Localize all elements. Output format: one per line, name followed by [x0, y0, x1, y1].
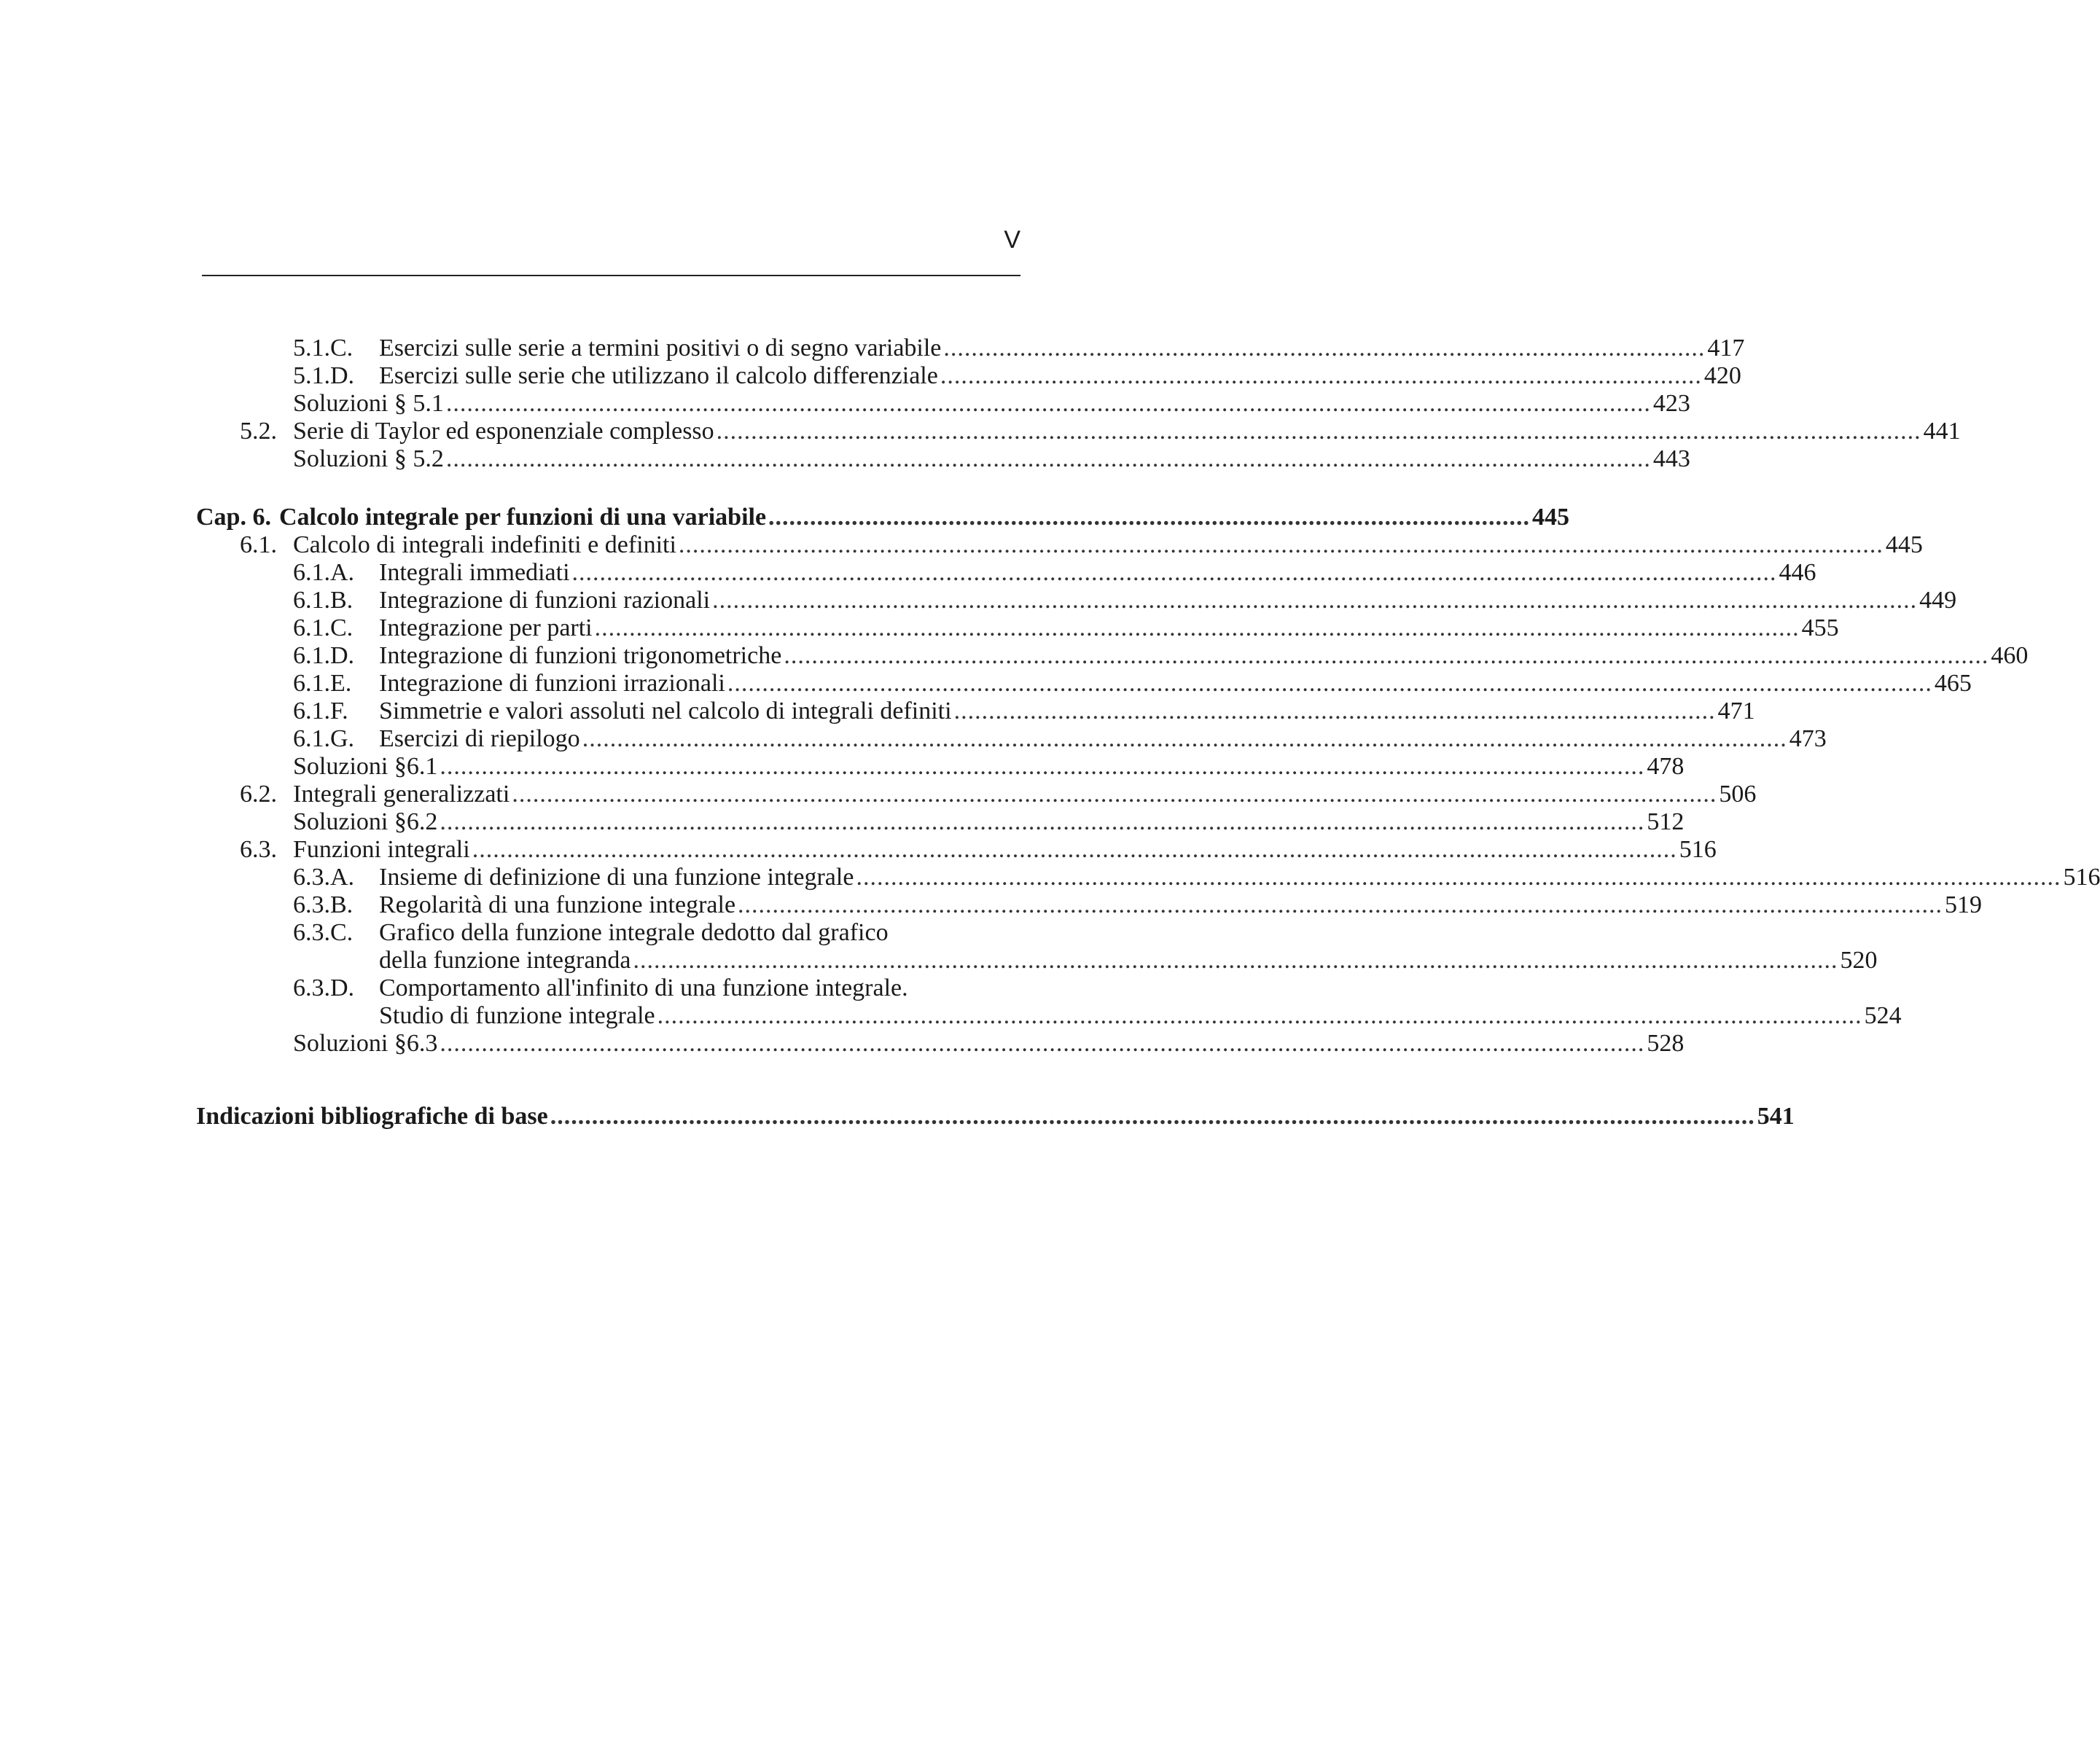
toc-entry: [293, 362, 1741, 391]
toc-entry-title: Integrali generalizzati: [293, 781, 510, 808]
toc-entry-page: 441: [1923, 418, 1961, 445]
toc-leader-dots: ..............................................................................................................................................................................: [445, 390, 1651, 417]
toc-leader-dots: ..............................................................................................................: [943, 335, 1706, 362]
toc-entry-title: Soluzioni §6.3: [293, 1030, 438, 1057]
toc-entry: [293, 724, 1827, 754]
toc-entry: [293, 1029, 1685, 1058]
toc-entry-page: 460: [1991, 642, 2029, 669]
toc-entry-title: Studio di funzione integrale: [379, 1002, 655, 1029]
toc-chapter-page: 445: [1532, 504, 1570, 531]
toc-entry-number: 6.3.B.: [293, 891, 354, 918]
toc-entry-page: 524: [1864, 1002, 1902, 1029]
page-number: V: [1004, 226, 1020, 254]
toc-entry: [293, 863, 2100, 892]
toc-entry-title: Indicazioni bibliografiche di base: [196, 1103, 548, 1130]
toc-entry-page: 512: [1647, 808, 1685, 835]
toc-leader-dots: ..............................................................................................................................................................................: [550, 1103, 1755, 1130]
toc-entry-number: 6.1.E.: [293, 670, 352, 697]
toc-leader-dots: ..............................................................................................................................................................................: [716, 418, 1921, 445]
toc-entry: [293, 389, 1690, 418]
toc-leader-dots: ..............................................................................................................................................................................: [856, 864, 2061, 891]
toc-entry-number: 6.1.A.: [293, 559, 355, 586]
toc-entry-number: 5.1.D.: [293, 362, 355, 389]
toc-entry-title: Integrazione di funzioni irrazionali: [379, 670, 725, 697]
toc-entry-number: 5.1.C.: [293, 335, 354, 362]
toc-bibliography-entry: [196, 1102, 1795, 1131]
toc-leader-dots: ..............................................................................................................................................................................: [784, 642, 1989, 669]
toc-chapter-number: Cap. 6.: [196, 504, 271, 531]
toc-entry-title: Integrazione di funzioni razionali: [379, 587, 711, 614]
toc-entry-title: Soluzioni §6.1: [293, 753, 438, 780]
toc-entry: [293, 697, 1755, 726]
toc-leader-dots: ..............................................................................................................................................................................: [727, 670, 1932, 697]
toc-entry-number: 6.1.D.: [293, 642, 355, 669]
toc-entry-title: Serie di Taylor ed esponenziale complesso: [293, 418, 714, 445]
toc-entry-title: Comportamento all'infinito di una funzione integrale.: [379, 974, 908, 1001]
toc-leader-dots: ..............................................................................................................................................................................: [512, 781, 1717, 808]
toc-leader-dots: ..............................................................................................................: [953, 698, 1716, 724]
toc-entry-page: 520: [1840, 947, 1878, 974]
toc-leader-dots: ..............................................................................................................................................................................: [678, 531, 1884, 558]
toc-entry: [293, 334, 1745, 363]
toc-entry-number: 6.3.A.: [293, 864, 355, 891]
toc-entry-number: 5.2.: [240, 418, 277, 445]
toc-entry-page: 516: [2063, 864, 2100, 891]
toc-entry: [293, 445, 1690, 474]
toc-entry-number: 6.3.: [240, 836, 277, 863]
toc-leader-dots: ..............................................................................................................................................................................: [594, 614, 1800, 641]
toc-entry: [293, 669, 1972, 698]
toc-chapter-title: Calcolo integrale per funzioni di una variabile: [279, 504, 767, 531]
toc-entry-number: 6.3.D.: [293, 974, 355, 1001]
toc-leader-dots: ..............................................................................................................................................................................: [440, 1030, 1645, 1057]
toc-entry: [293, 891, 1983, 920]
toc-entry-title: Integrazione di funzioni trigonometriche: [379, 642, 782, 669]
toc-chapter-entry: [196, 503, 1570, 532]
toc-entry-page: 465: [1934, 670, 1972, 697]
toc-entry-title: Integrali immediati: [379, 559, 570, 586]
toc-entry: [240, 417, 1961, 446]
toc-entry-page: 473: [1789, 725, 1827, 752]
toc-entry: [293, 586, 1957, 615]
toc-entry-page: 445: [1885, 531, 1923, 558]
toc-leader-dots: ..............................................................................................................................................................................: [445, 445, 1651, 472]
toc-leader-dots: ..............................................................................................................................................................................: [657, 1002, 1862, 1029]
toc-entry-title: Integrazione per parti: [379, 614, 593, 641]
toc-entry-title: Simmetrie e valori assoluti nel calcolo di integrali definiti: [379, 698, 952, 724]
toc-entry-title: Soluzioni §6.2: [293, 808, 438, 835]
toc-entry-title: Esercizi sulle serie che utilizzano il calcolo differenziale: [379, 362, 938, 389]
toc-leader-dots: ..............................................................................................................................................................................: [472, 836, 1677, 863]
toc-entry-title: Insieme di definizione di una funzione integrale: [379, 864, 854, 891]
toc-entry: [293, 808, 1685, 837]
toc-entry: [240, 780, 1757, 809]
toc-entry-title: Calcolo di integrali indefiniti e definiti: [293, 531, 676, 558]
toc-leader-dots: ..............................................................................................................: [940, 362, 1702, 389]
toc-entry-number: 6.1.G.: [293, 725, 355, 752]
toc-entry-continuation: [379, 946, 1878, 975]
toc-entry-page: 528: [1647, 1030, 1685, 1057]
toc-entry: [240, 531, 1923, 560]
toc-entry-title: Esercizi sulle serie a termini positivi o di segno variabile: [379, 335, 942, 362]
toc-entry-title: Soluzioni § 5.1: [293, 390, 444, 417]
toc-entry-title: Regolarità di una funzione integrale: [379, 891, 736, 918]
toc-entry: [293, 641, 2029, 671]
toc-entry: [293, 614, 1839, 643]
toc-leader-dots: ..............................................................................................................: [768, 504, 1531, 531]
toc-leader-dots: ..............................................................................................................................................................................: [440, 753, 1645, 780]
toc-entry: [293, 752, 1685, 781]
toc-entry-number: 6.2.: [240, 781, 277, 808]
toc-entry-title: Soluzioni § 5.2: [293, 445, 444, 472]
toc-leader-dots: ..............................................................................................................................................................................: [582, 725, 1787, 752]
toc-entry-page: 541: [1757, 1103, 1795, 1130]
toc-leader-dots: ..............................................................................................................................................................................: [633, 947, 1838, 974]
toc-entry-page: 420: [1703, 362, 1741, 389]
toc-entry: [293, 558, 1816, 587]
toc-entry-title: Esercizi di riepilogo: [379, 725, 580, 752]
toc-entry-page: 471: [1717, 698, 1755, 724]
toc-entry-number: 6.1.C.: [293, 614, 354, 641]
toc-leader-dots: ..............................................................................................................................................................................: [571, 559, 1777, 586]
toc-entry-page: 506: [1719, 781, 1757, 808]
toc-entry-continuation: [379, 1001, 1902, 1031]
toc-entry-title: Funzioni integrali: [293, 836, 470, 863]
toc-entry: [293, 918, 1020, 948]
header-rule: [202, 275, 1020, 276]
toc-entry: [240, 835, 1717, 864]
toc-entry-page: 446: [1779, 559, 1816, 586]
toc-entry-page: 449: [1919, 587, 1957, 614]
toc-leader-dots: ..............................................................................................................................................................................: [712, 587, 1918, 614]
toc-entry-number: 6.1.B.: [293, 587, 354, 614]
toc-entry-number: 6.1.F.: [293, 698, 348, 724]
toc-entry-title: Grafico della funzione integrale dedotto dal grafico: [379, 919, 889, 946]
toc-entry-page: 423: [1652, 390, 1690, 417]
toc-entry-number: 6.3.C.: [293, 919, 354, 946]
toc-entry-page: 516: [1679, 836, 1717, 863]
toc-entry-title: della funzione integranda: [379, 947, 631, 974]
toc-entry-page: 519: [1945, 891, 1983, 918]
toc-leader-dots: ..............................................................................................................................................................................: [738, 891, 1943, 918]
toc-entry-page: 417: [1707, 335, 1745, 362]
toc-leader-dots: ..............................................................................................................................................................................: [440, 808, 1645, 835]
toc-entry-number: 6.1.: [240, 531, 277, 558]
toc-entry: [293, 974, 1020, 1003]
toc-entry-page: 443: [1652, 445, 1690, 472]
toc-entry-page: 455: [1801, 614, 1839, 641]
toc-entry-page: 478: [1647, 753, 1685, 780]
